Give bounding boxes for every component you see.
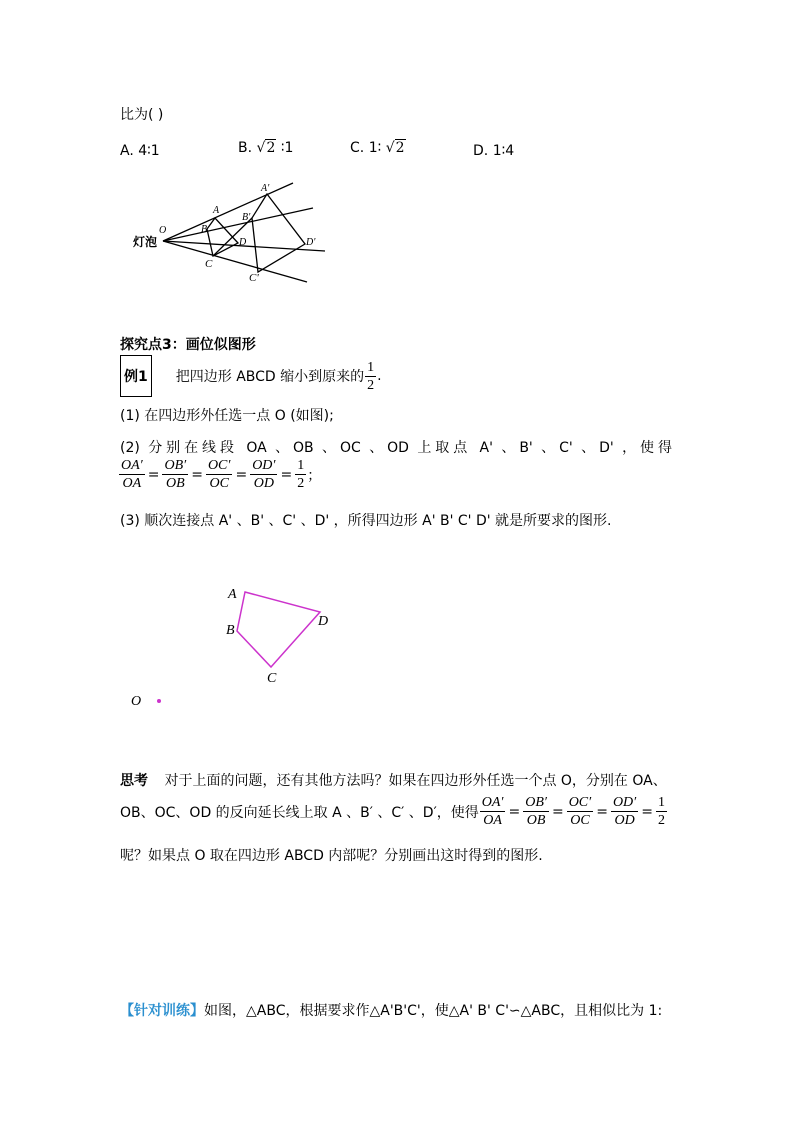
ratio-denominator: OA — [483, 813, 502, 828]
example-step-1: (1) 在四边形外任选一点 O (如图); — [120, 408, 334, 424]
ratio-denominator: OB — [526, 813, 546, 828]
think-ratio-oa — [480, 795, 506, 828]
think-ratio-od — [611, 795, 638, 828]
training-tag: 【针对训练】 — [120, 1003, 204, 1019]
example-ratio-equation — [118, 458, 321, 491]
question-stem-tail: 比为( ) — [120, 107, 164, 123]
fraction-denominator: 2 — [367, 377, 375, 393]
equals-sign: = — [147, 466, 160, 483]
option-d — [473, 143, 514, 159]
ratio-numerator: OD′ — [252, 458, 276, 473]
think-line-1-text: 对于上面的问题，还有其他方法吗？如果在四边形外任选一个点 O，分别在 OA、 — [164, 773, 667, 789]
think-line-1 — [120, 770, 667, 790]
option-d-text: 1∶4 — [492, 143, 515, 159]
ratio-oc — [206, 458, 233, 491]
vertex-d-label: D — [318, 614, 329, 629]
fraction-numerator: 1 — [367, 359, 375, 375]
equals-sign: = — [641, 803, 653, 820]
equals-sign: = — [191, 466, 203, 483]
option-b-radicand: 2 — [266, 140, 276, 156]
example-text: 把四边形 ABCD 缩小到原来的 — [175, 369, 365, 385]
sqrt-symbol: √2 — [385, 140, 405, 156]
option-b-suffix: ∶1 — [280, 140, 294, 156]
ratio-numerator: OA′ — [481, 795, 504, 810]
ratio-ob — [162, 458, 188, 491]
example-1-header — [120, 356, 382, 396]
value-denominator: 2 — [297, 476, 305, 491]
option-c-radicand: 2 — [395, 140, 405, 156]
ratio-end: ； — [307, 467, 322, 484]
point-o-label: O — [131, 694, 142, 709]
option-a-prefix: A. — [120, 143, 134, 159]
ratio-denominator: OA — [122, 476, 142, 491]
ratio-numerator: OC′ — [207, 458, 231, 473]
option-c-prefix: C. — [350, 140, 365, 156]
vertex-a-label: A — [228, 587, 237, 602]
point-b-prime-label: B' — [242, 212, 251, 223]
value-denominator: 2 — [657, 813, 665, 828]
ratio-numerator: OA′ — [121, 458, 143, 473]
point-d-label: D — [239, 237, 247, 248]
ratio-od — [250, 458, 277, 491]
point-d-prime-label: D' — [306, 237, 316, 248]
ratio-value — [295, 458, 306, 491]
example-step-2: (2) 分别在线段 OA 、OB 、OC 、OD 上取点 A' 、B' 、C' 、D' ，使得 — [120, 440, 672, 456]
option-a-text: 4∶1 — [138, 143, 160, 159]
think-ratio-oc — [567, 795, 594, 828]
sqrt-symbol: √2 — [256, 140, 276, 156]
ratio-numerator: OB′ — [164, 458, 187, 473]
think-ratio-value — [656, 795, 667, 828]
example-step-3: (3) 顺次连接点 A' 、B' 、C' 、D' ，所得四边形 A' B' C' D' 就是所要求的图形. — [120, 513, 612, 529]
ratio-denominator: OD — [614, 813, 635, 828]
example-fraction — [365, 360, 376, 393]
ray-oc — [163, 241, 307, 282]
equals-sign: = — [596, 803, 608, 820]
ratio-numerator: OB′ — [525, 795, 547, 810]
option-a — [120, 143, 160, 159]
ratio-denominator: OB — [166, 476, 185, 491]
equals-sign: = — [235, 466, 248, 483]
point-o-dot — [157, 699, 161, 703]
ratio-denominator: OC — [570, 813, 590, 828]
lamp-label: 灯泡 — [133, 235, 158, 249]
option-c-lead: 1∶ — [368, 140, 382, 156]
option-b-prefix: B. — [238, 140, 253, 156]
point-a-label: A — [213, 205, 220, 216]
lamp-projection-figure — [125, 175, 335, 290]
think-tag: 思考 — [120, 773, 148, 789]
section-title: 探究点3：画位似图形 — [120, 337, 256, 353]
think-line-2 — [120, 795, 668, 828]
large-quad — [252, 194, 305, 272]
option-c — [350, 140, 406, 156]
point-c-label: C — [205, 258, 213, 270]
point-c-prime-label: C' — [249, 272, 259, 284]
ratio-numerator: OC′ — [568, 795, 592, 810]
example-tag: 例1 — [120, 355, 152, 397]
ratio-numerator: OD′ — [612, 795, 637, 810]
think-line-3: 呢？如果点 O 取在四边形 ABCD 内部呢？分别画出这时得到的图形. — [120, 848, 543, 864]
quadrilateral-abcd — [237, 592, 320, 667]
vertex-b-label: B — [226, 623, 235, 638]
think-line-2-text: OB、OC、OD 的反向延长线上取 A 、B′ 、C′ 、D′，使得 — [120, 804, 479, 821]
example-text-end: . — [377, 368, 382, 384]
training-text: 如图，△ABC，根据要求作△A'B'C'，使△A' B' C'∽△ABC，且相似比为 1: — [204, 1003, 663, 1019]
point-a-prime-label: A' — [261, 183, 270, 194]
option-b — [238, 140, 293, 156]
value-numerator: 1 — [657, 795, 665, 810]
ratio-denominator: OC — [209, 476, 229, 491]
training-line — [120, 1000, 662, 1020]
option-d-prefix: D. — [473, 143, 489, 159]
equals-sign: = — [551, 803, 564, 820]
ratio-oa — [119, 458, 145, 491]
point-b-label: B — [201, 224, 208, 235]
vertex-c-label: C — [267, 671, 277, 686]
quadrilateral-figure — [120, 575, 350, 715]
value-numerator: 1 — [297, 458, 305, 473]
equals-sign: = — [280, 466, 293, 483]
point-o-label: O — [159, 225, 167, 236]
ratio-denominator: OD — [253, 476, 274, 491]
equals-sign: = — [508, 803, 521, 820]
think-ratio-ob — [523, 795, 549, 828]
